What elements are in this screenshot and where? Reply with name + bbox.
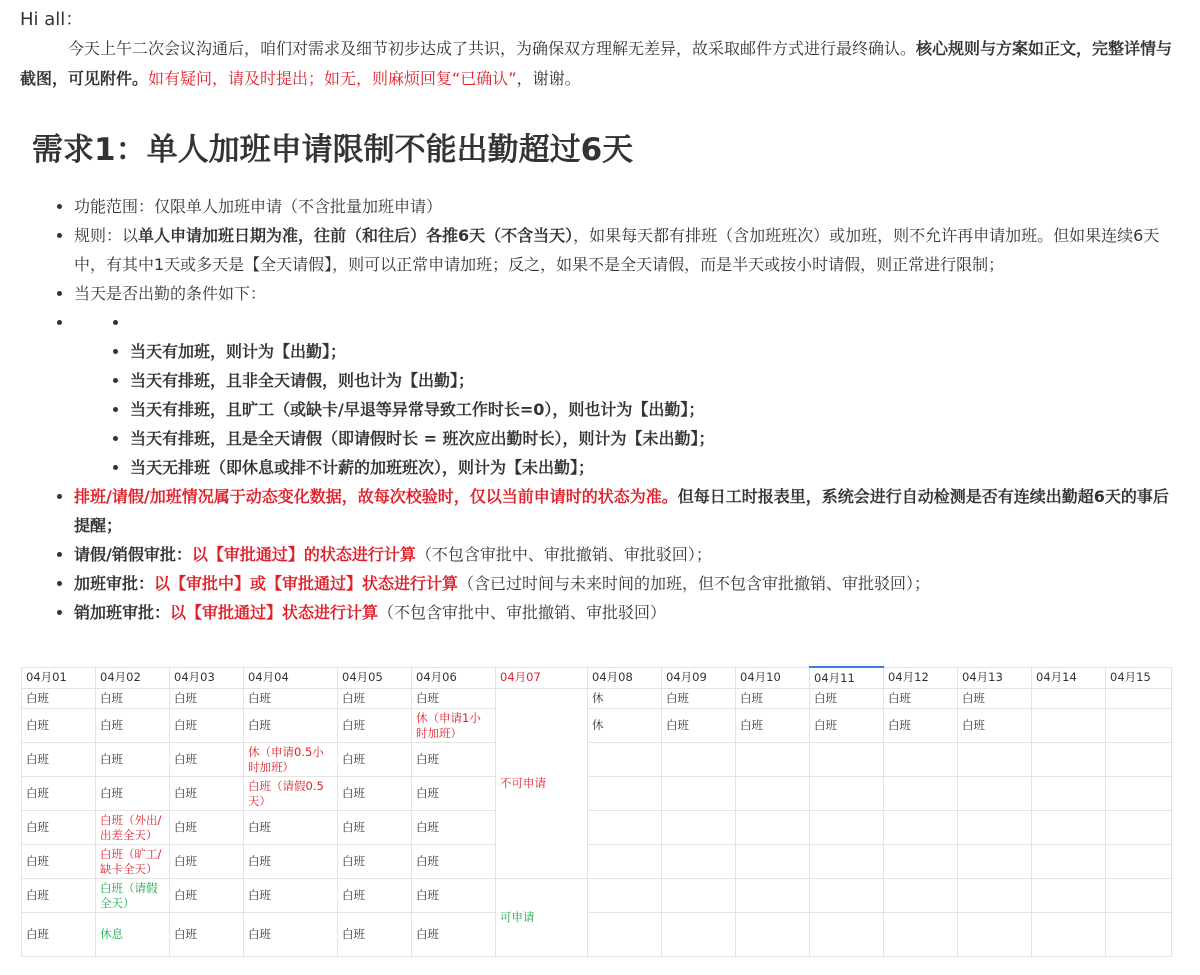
table-cell: 白班: [736, 709, 810, 743]
table-cell-note: 白班（请假全天）: [96, 879, 170, 913]
greeting: Hi all：: [20, 9, 84, 30]
condition-sublist: [74, 337, 1182, 482]
rule-conditions: [74, 308, 1182, 482]
date-header: 04月02: [96, 667, 170, 689]
table-cell: [662, 913, 736, 957]
condition-item: • 当天有排班，且是全天请假（即请假时长 = 班次应出勤时长），则计为【未出勤】；: [130, 424, 1182, 453]
table-cell: 白班: [958, 709, 1032, 743]
table-cell: 白班: [170, 913, 244, 957]
table-cell: [736, 811, 810, 845]
table-cell: 白班: [338, 811, 412, 845]
table-cell: 白班: [662, 709, 736, 743]
cancel-label: 销加班审批：: [74, 603, 171, 622]
table-row: [22, 879, 1172, 913]
rule-prefix: 规则：以: [74, 226, 139, 245]
table-cell: 白班: [810, 709, 884, 743]
table-row: [22, 709, 1172, 743]
table-cell: [810, 879, 884, 913]
date-header: 04月14: [1032, 667, 1106, 689]
table-cell: 白班: [96, 777, 170, 811]
table-cell: [884, 777, 958, 811]
rule-condition-heading: [74, 279, 1182, 308]
table-cell: [736, 913, 810, 957]
table-cell: 白班: [338, 743, 412, 777]
condition-item: • 当天无排班（即休息或排不计薪的加班班次），则计为【未出勤】；: [130, 453, 1182, 482]
table-cell: [810, 845, 884, 879]
table-cell: [1106, 689, 1172, 709]
condition-item: • 当天有排班，且旷工（或缺卡/早退等异常导致工作时长=0），则也计为【出勤】；: [130, 395, 1182, 424]
date-header: 04月05: [338, 667, 412, 689]
table-cell: 白班: [412, 689, 496, 709]
table-cell: [588, 913, 662, 957]
date-header: 04月06: [412, 667, 496, 689]
table-cell: [958, 845, 1032, 879]
table-cell-rest: 休息: [96, 913, 170, 957]
date-header-target: 04月07: [496, 667, 588, 689]
rule-leave: [74, 540, 1182, 569]
table-cell: 白班: [22, 811, 96, 845]
scope-text: 功能范围：仅限单人加班申请（不含批量加班申请）: [74, 197, 443, 216]
rule-overtime: [74, 569, 1182, 598]
table-cell: [588, 743, 662, 777]
condition-list: [74, 308, 1182, 337]
table-cell-note: 白班（旷工/缺卡全天）: [96, 845, 170, 879]
table-cell: [1106, 777, 1172, 811]
table-cell: [1106, 709, 1172, 743]
table-cell: 白班: [662, 689, 736, 709]
email-body: [20, 6, 1182, 627]
date-header: 04月15: [1106, 667, 1172, 689]
table-cell: 白班: [170, 879, 244, 913]
table-cell: [1032, 743, 1106, 777]
table-cell-note: 休（申请0.5小时加班）: [244, 743, 338, 777]
table-cell: [810, 777, 884, 811]
table-cell: [958, 811, 1032, 845]
table-row: [22, 743, 1172, 777]
table-cell: [1032, 777, 1106, 811]
table-cell: [736, 845, 810, 879]
table-cell: [1032, 913, 1106, 957]
rule-list: [20, 192, 1182, 627]
header-row: [22, 667, 1172, 689]
table-cell: [810, 913, 884, 957]
table-cell: [958, 743, 1032, 777]
table-cell: [1106, 879, 1172, 913]
table-cell: [736, 777, 810, 811]
table-cell: [588, 811, 662, 845]
table-cell: 白班: [22, 913, 96, 957]
table-row: [22, 845, 1172, 879]
table-cell: [662, 879, 736, 913]
table-cell: 白班: [22, 845, 96, 879]
rule-main: [74, 221, 1182, 279]
intro-paragraph: [20, 34, 1182, 94]
table-cell: [958, 777, 1032, 811]
table-cell: [1106, 913, 1172, 957]
intro-bold: 核心规则与方案如正文，完整详情与截图，可见附件。: [20, 39, 1173, 88]
table-cell: 白班: [170, 689, 244, 709]
intro-tail: ，谢谢。: [516, 69, 581, 88]
table-cell: 白班: [338, 879, 412, 913]
table-cell: [736, 879, 810, 913]
table-cell: 白班: [338, 689, 412, 709]
table-cell: 白班: [884, 689, 958, 709]
table-cell: [736, 743, 810, 777]
table-cell: 白班: [338, 913, 412, 957]
table-cell: 白班: [170, 777, 244, 811]
table-row: [22, 689, 1172, 709]
date-header: 04月04: [244, 667, 338, 689]
table-cell: [884, 845, 958, 879]
table-cell: [884, 913, 958, 957]
table-row: [22, 913, 1172, 957]
table-cell: 白班: [412, 743, 496, 777]
table-cell: [884, 811, 958, 845]
condition-empty: [130, 308, 1182, 337]
table-cell-note: 白班（请假0.5天）: [244, 777, 338, 811]
leave-red: 以【审批通过】的状态进行计算: [191, 545, 416, 564]
table-cell: [958, 913, 1032, 957]
ot-rest: （含已过时间与未来时间的加班，但不包含审批撤销、审批驳回）；: [458, 574, 931, 593]
date-header-active[interactable]: 04月11: [810, 667, 884, 689]
table-cell: [1032, 811, 1106, 845]
ot-label: 加班审批：: [74, 574, 155, 593]
table-cell: 白班: [958, 689, 1032, 709]
table-cell: 白班: [412, 811, 496, 845]
cancel-red: 以【审批通过】状态进行计算: [170, 603, 379, 622]
table-cell: 白班: [810, 689, 884, 709]
table-cell: 白班: [338, 777, 412, 811]
date-header: 04月03: [170, 667, 244, 689]
table-cell: 白班: [22, 689, 96, 709]
table-cell: [588, 777, 662, 811]
table-cell: 白班: [412, 913, 496, 957]
table-cell: 白班: [170, 811, 244, 845]
table-cell: 白班: [22, 879, 96, 913]
date-header: 04月01: [22, 667, 96, 689]
table-cell: [810, 811, 884, 845]
table-cell: 白班: [244, 709, 338, 743]
rule-scope: [74, 192, 1182, 221]
table-cell: [662, 811, 736, 845]
table-cell: [1106, 811, 1172, 845]
rule-cancel-overtime: [74, 598, 1182, 627]
ot-red: 以【审批中】或【审批通过】状态进行计算: [154, 574, 459, 593]
table-cell: 白班: [338, 709, 412, 743]
table-cell: 白班: [412, 879, 496, 913]
table-cell: 白班: [22, 777, 96, 811]
table-cell: [1032, 879, 1106, 913]
table-cell: [662, 845, 736, 879]
can-apply-cell: 可申请: [496, 879, 588, 957]
leave-rest: （不包含审批中、审批撤销、审批驳回）；: [415, 545, 712, 564]
table-cell: [662, 743, 736, 777]
condition-item: • • 当天有加班，则计为【出勤】；: [130, 337, 1182, 366]
dynamic-red: 排班/请假/加班情况属于动态变化数据，故每次校验时，仅以当前申请时的状态为准。: [74, 487, 678, 506]
table-cell: [1106, 845, 1172, 879]
table-cell: 白班: [736, 689, 810, 709]
dynamic-bold: 但每日工时报表里，系统会进行自动检测是否有连续出勤超6天的事后提醒；: [74, 487, 1169, 535]
cancel-rest: （不包含审批中、审批撤销、审批驳回）: [378, 603, 667, 622]
date-header: 04月09: [662, 667, 736, 689]
table-cell: 白班: [244, 913, 338, 957]
table-cell: 白班: [244, 689, 338, 709]
intro-text: 今天上午二次会议沟通后，咱们对需求及细节初步达成了共识，为确保双方理解无差异，故采取邮件方式进行最终确认。: [68, 39, 917, 58]
table-cell: 休: [588, 709, 662, 743]
table-cell: 白班: [170, 845, 244, 879]
table-cell: [588, 879, 662, 913]
table-cell: 白班: [96, 689, 170, 709]
table-cell: [662, 777, 736, 811]
table-cell: [884, 879, 958, 913]
table-cell: 白班: [244, 845, 338, 879]
rule-rest: ，如果每天都有排班（含加班班次）或加班，则不允许再申请加班。但如果连续6天中，有其中1天或多天是【全天请假】，则可以正常申请加班；反之，如果不是全天请假，而是半天或按小时请假，则正常进行限制；: [74, 226, 1160, 274]
rule-bold: 单人申请加班日期为准，往前（和往后）各推6天（不含当天）: [138, 226, 574, 245]
table-cell: 白班: [96, 743, 170, 777]
date-header: 04月13: [958, 667, 1032, 689]
table-cell: 白班: [22, 709, 96, 743]
schedule-table: [21, 666, 1172, 957]
table-cell: 白班: [170, 743, 244, 777]
rule-dynamic: [74, 482, 1182, 540]
table-cell: [1032, 709, 1106, 743]
table-cell: [810, 743, 884, 777]
table-row: [22, 811, 1172, 845]
date-header: 04月08: [588, 667, 662, 689]
table-cell: [588, 845, 662, 879]
condition-heading: 当天是否出勤的条件如下：: [74, 284, 267, 303]
table-cell: [1032, 689, 1106, 709]
table-row: [22, 777, 1172, 811]
table-cell-note: 休（申请1小时加班）: [412, 709, 496, 743]
table-cell: 白班: [412, 845, 496, 879]
requirement-title: 需求1：单人加班申请限制不能出勤超过6天: [32, 132, 634, 168]
date-header: 04月12: [884, 667, 958, 689]
table-cell: 白班: [170, 709, 244, 743]
table-cell: 白班: [96, 709, 170, 743]
intro-red: 如有疑问，请及时提出；如无，则麻烦回复“已确认”: [148, 69, 517, 88]
table-cell: [1032, 845, 1106, 879]
table-cell: 白班: [244, 811, 338, 845]
table-cell: 白班: [244, 879, 338, 913]
table-cell: 白班: [412, 777, 496, 811]
table-cell: [884, 743, 958, 777]
table-cell: [958, 879, 1032, 913]
table-cell: 休: [588, 689, 662, 709]
leave-label: 请假/销假审批：: [74, 545, 192, 564]
condition-item: • 当天有排班，且非全天请假，则也计为【出勤】；: [130, 366, 1182, 395]
table-cell: 白班: [338, 845, 412, 879]
cannot-apply-cell: 不可申请: [496, 689, 588, 879]
table-cell: 白班: [22, 743, 96, 777]
date-header: 04月10: [736, 667, 810, 689]
table-cell: 白班: [884, 709, 958, 743]
table-cell: [1106, 743, 1172, 777]
table-cell-note: 白班（外出/出差全天）: [96, 811, 170, 845]
